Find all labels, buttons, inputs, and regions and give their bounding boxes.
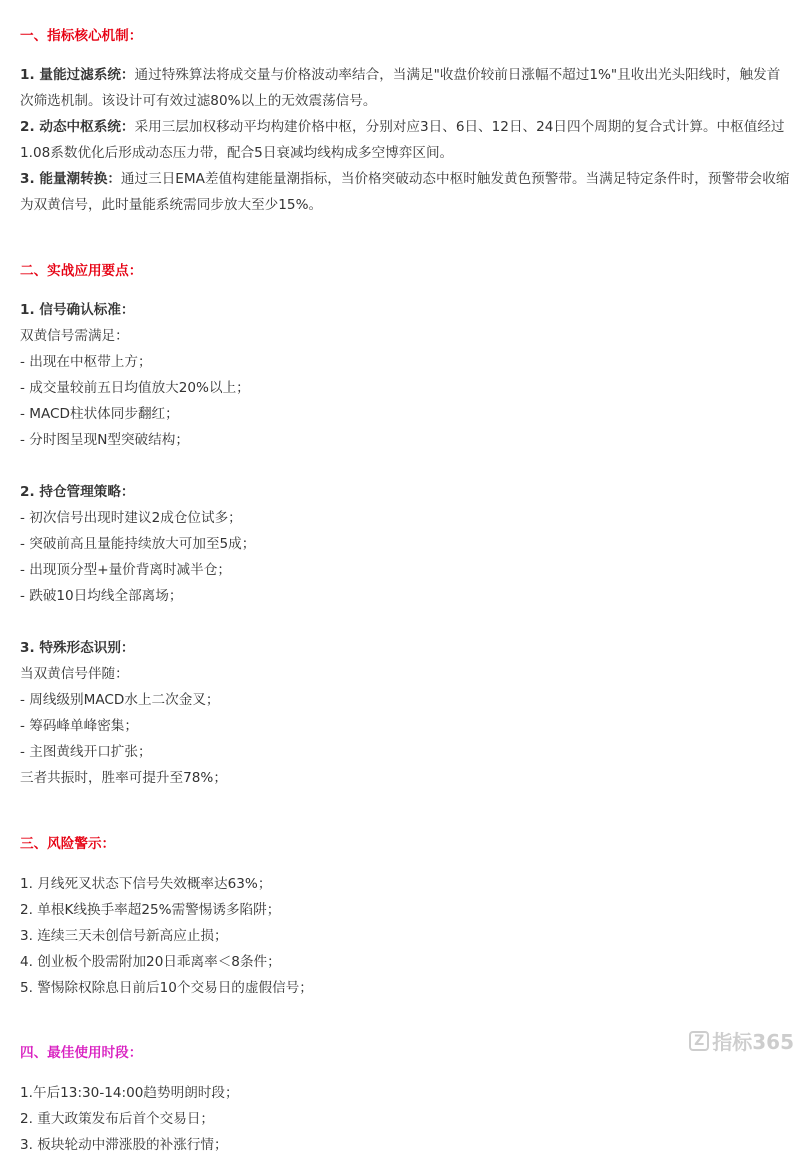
item-label: 2. 动态中枢系统： [20,119,135,136]
subsection-title: 2. 持仓管理策略： [20,484,135,501]
mechanism-item-3 [20,166,792,218]
list-item: 3. 连续三天未创信号新高应止损； [20,927,228,944]
list-item: - 初次信号出现时建议2成仓位试多； [20,510,242,527]
section-1-heading: 一、指标核心机制： [20,27,143,44]
section-3-heading: 三、风险警示： [20,835,116,852]
list-item: - 出现顶分型+量价背离时减半仓； [20,562,231,579]
subsection-title: 3. 特殊形态识别： [20,640,135,657]
list-item: - MACD柱状体同步翻红； [20,406,179,423]
subsection-intro: 双黄信号需满足： [20,328,129,345]
list-item: - 筹码峰单峰密集； [20,718,138,735]
watermark [689,1026,794,1055]
list-item: 2. 重大政策发布后首个交易日； [20,1110,215,1127]
subsection-intro: 当双黄信号伴随： [20,666,129,683]
watermark-text: 指标365 [712,1030,794,1054]
spacer [20,218,792,244]
subsection-title: 1. 信号确认标准： [20,302,135,319]
item-text: 采用三层加权移动平均构建价格中枢，分别对应3日、6日、12日、24日四个周期的复合式计算。中枢值经过1.08系数优化后形成动态压力带，配合5日衰减均线构成多空博弈区间。 [20,119,785,162]
article-body [20,9,792,1158]
list-item: - 主图黄线开口扩张； [20,744,152,761]
list-item: 5. 警惕除权除息日前后10个交易日的虚假信号； [20,979,313,996]
list-item: - 跌破10日均线全部离场； [20,588,183,605]
item-label: 1. 量能过滤系统： [20,67,135,84]
spacer [20,1001,792,1027]
list-item: 2. 单根K线换手率超25%需警惕诱多陷阱； [20,901,281,918]
mechanism-item-2 [20,114,792,166]
list-item: 4. 创业板个股需附加20日乖离率＜8条件； [20,953,281,970]
list-item: 1. 月线死叉状态下信号失效概率达63%； [20,875,272,892]
spacer [20,453,792,479]
section-2-heading: 二、实战应用要点： [20,262,143,279]
mechanism-item-1 [20,62,792,114]
list-item: 1.午后13:30-14:00趋势明朗时段； [20,1084,239,1101]
list-item: - 突破前高且量能持续放大可加至5成； [20,536,256,553]
subsection-outro: 三者共振时，胜率可提升至78%； [20,770,227,787]
list-item: - 出现在中枢带上方； [20,354,152,371]
item-text: 通过特殊算法将成交量与价格波动率结合，当满足"收盘价较前日涨幅不超过1%"且收出光头阳线时，触发首次筛选机制。该设计可有效过滤80%以上的无效震荡信号。 [20,67,781,110]
list-item: - 分时图呈现N型突破结构； [20,432,189,449]
list-item: 3. 板块轮动中滞涨股的补涨行情； [20,1136,228,1153]
item-label: 3. 能量潮转换： [20,171,121,188]
list-item: - 成交量较前五日均值放大20%以上； [20,380,250,397]
list-item: - 周线级别MACD水上二次金叉； [20,692,220,709]
spacer [20,609,792,635]
watermark-logo-icon: Z [689,1031,709,1051]
section-4-heading: 四、最佳使用时段： [20,1045,143,1062]
item-text: 通过三日EMA差值构建能量潮指标，当价格突破动态中枢时触发黄色预警带。当满足特定条件时，预警带会收缩为双黄信号，此时量能系统需同步放大至少15%。 [20,171,790,214]
spacer [20,791,792,817]
